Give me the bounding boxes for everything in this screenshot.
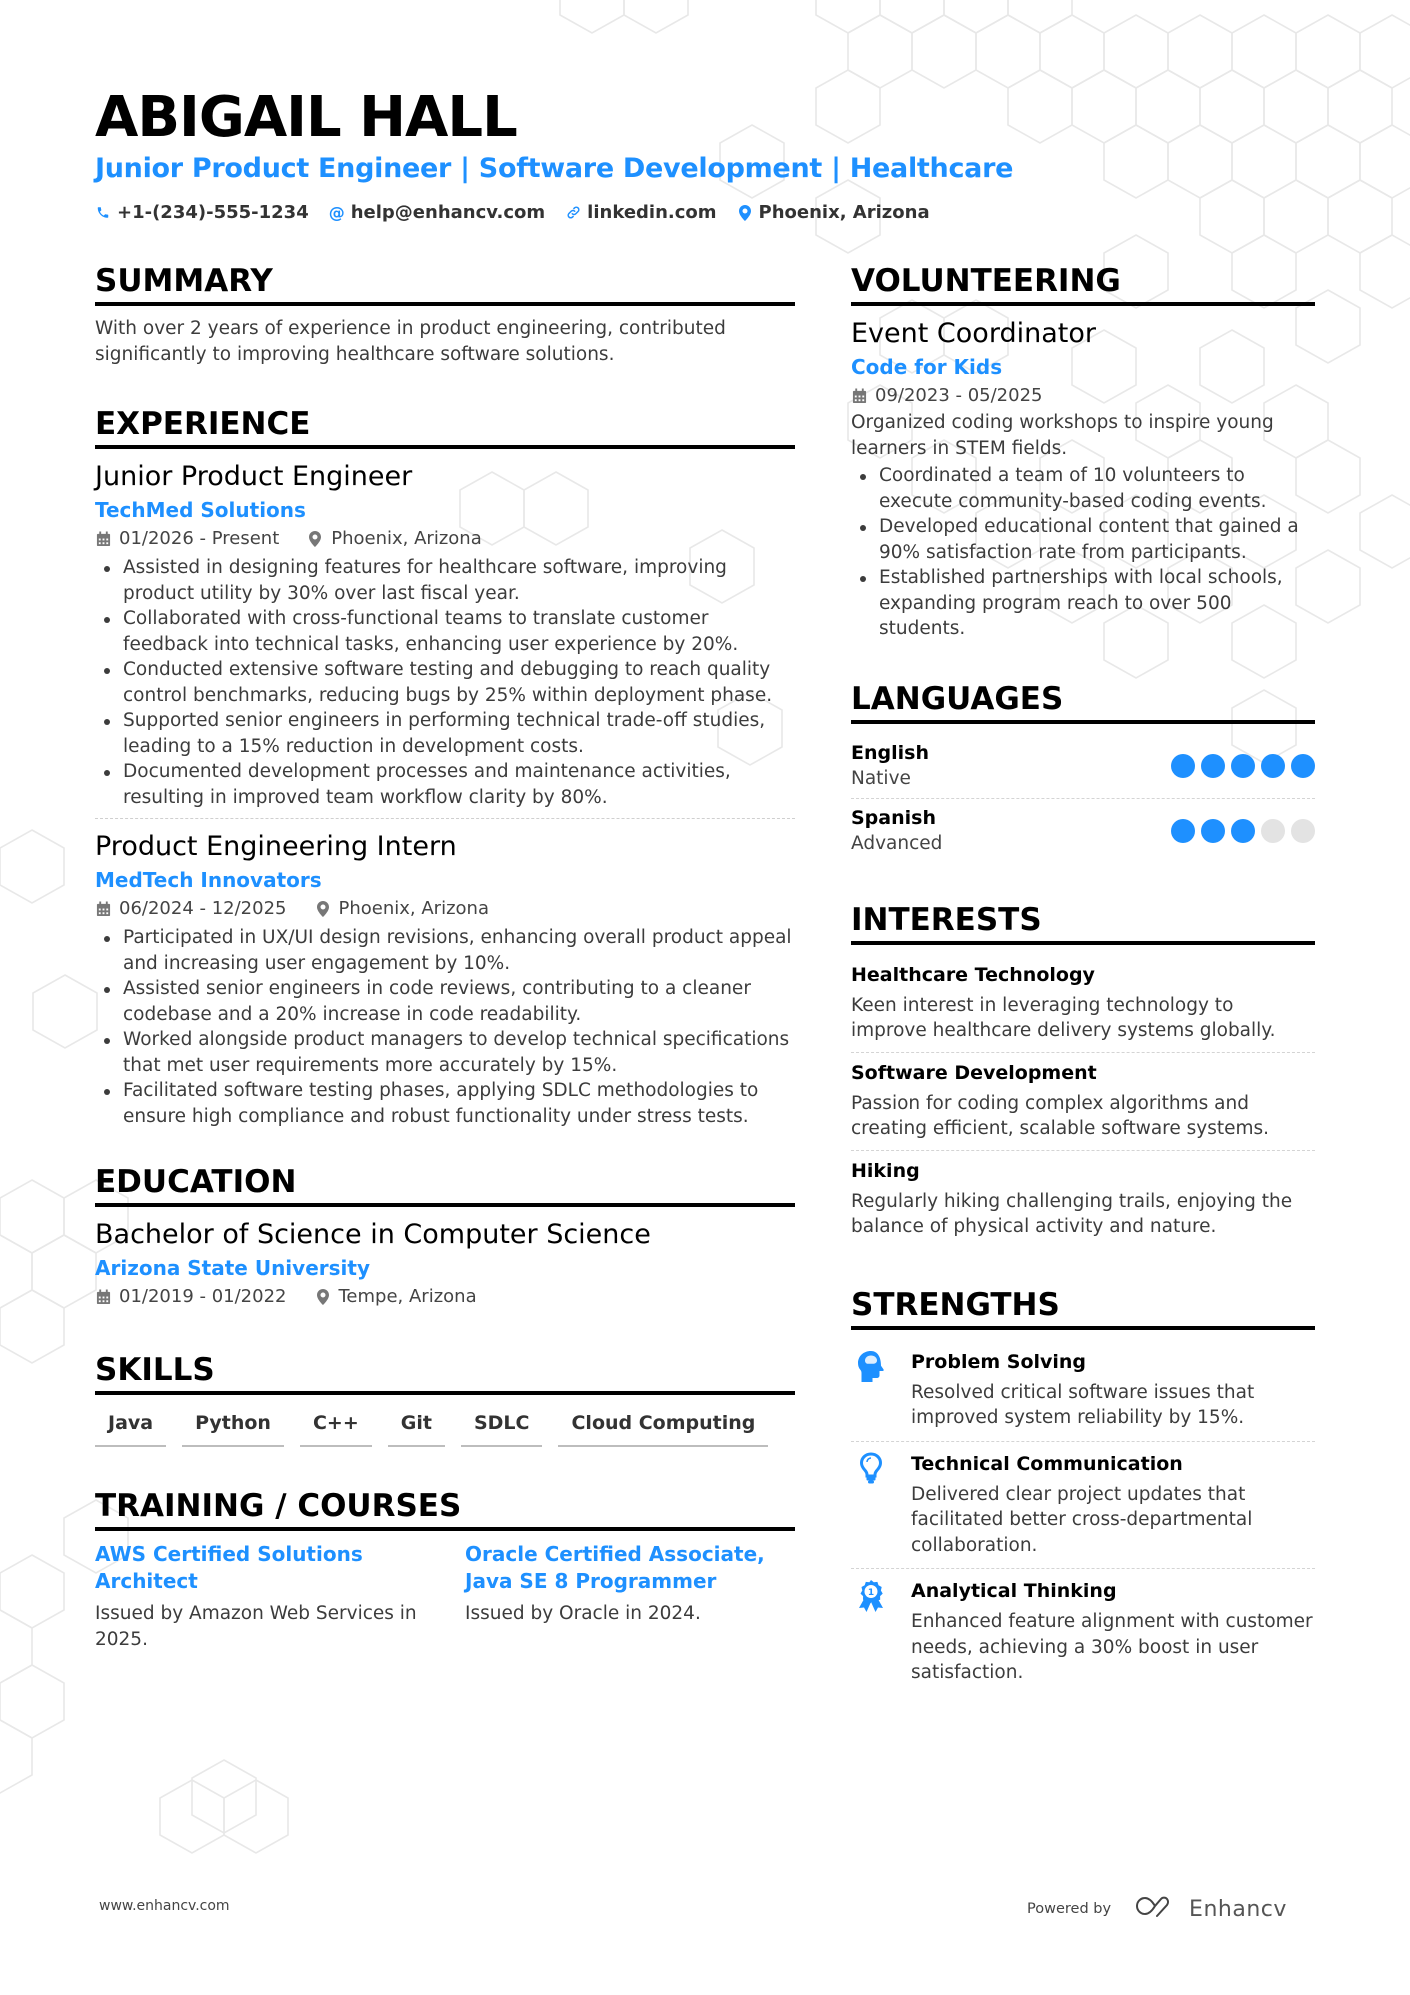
- interest-item: [851, 955, 1315, 1052]
- calendar-icon: [95, 530, 111, 548]
- skills-section: [95, 1351, 795, 1447]
- strength-item: [851, 1569, 1315, 1696]
- location-pin-icon: [307, 530, 323, 548]
- job-meta: [95, 895, 795, 923]
- enhancv-brand-text: Enhancv: [1189, 1896, 1287, 1922]
- bullet-item: Developed educational content that gained a 90% satisfaction rate from participants.: [851, 514, 1315, 565]
- experience-entry: [95, 829, 795, 1129]
- job-dates: [95, 895, 287, 923]
- volunteer-dates: [851, 382, 1043, 410]
- job-location: [307, 525, 481, 553]
- link-icon: [565, 204, 581, 222]
- calendar-icon: [95, 900, 111, 918]
- summary-title: SUMMARY: [95, 262, 795, 306]
- volunteering-section: [851, 262, 1315, 642]
- skill-chip: Java: [95, 1405, 166, 1447]
- skill-chip: C++: [300, 1405, 372, 1447]
- education-location-text: Tempe, Arizona: [338, 1286, 477, 1307]
- course-title: Oracle Certified Associate, Java SE 8 Programmer: [465, 1542, 765, 1593]
- bullet-item: Collaborated with cross-functional teams to translate customer feedback into technical tasks, enhancing user experience by 20%.: [95, 606, 795, 657]
- strength-desc: Delivered clear project updates that facilitated better cross-departmental collaboration.: [911, 1483, 1253, 1556]
- summary-section: [95, 262, 795, 367]
- bullet-item: Assisted in designing features for healthcare software, improving product utility by 30% over last fiscal year.: [95, 555, 795, 606]
- strength-title: Technical Communication: [911, 1452, 1183, 1475]
- interests-title: INTERESTS: [851, 901, 1315, 945]
- job-title: Junior Product Engineer: [95, 461, 413, 492]
- calendar-icon: [95, 1288, 111, 1306]
- interest-desc: Regularly hiking challenging trails, enjoying the balance of physical activity and nature.: [851, 1190, 1293, 1237]
- enhancv-brand[interactable]: [1133, 1894, 1287, 1924]
- enhancv-logo-icon: [1133, 1894, 1179, 1924]
- at-icon: @: [328, 203, 345, 222]
- contact-email[interactable]: [329, 202, 545, 223]
- contact-bar: [95, 202, 1295, 223]
- skill-chip: SDLC: [461, 1405, 543, 1447]
- rating-dot-filled: [1171, 754, 1195, 778]
- interest-title: Hiking: [851, 1159, 920, 1182]
- languages-title: LANGUAGES: [851, 680, 1315, 724]
- courses-list: [95, 1541, 795, 1652]
- job-title: Product Engineering Intern: [95, 831, 457, 862]
- job-dates-text: 06/2024 - 12/2025: [119, 898, 287, 919]
- skill-chip: Cloud Computing: [558, 1405, 768, 1447]
- rating-dot-filled: [1171, 819, 1195, 843]
- location-pin-icon: [737, 204, 753, 222]
- course-title: AWS Certified Solutions Architect: [95, 1542, 363, 1593]
- education-dates: [95, 1283, 287, 1311]
- interest-desc: Keen interest in leveraging technology to improve healthcare delivery systems globally.: [851, 994, 1276, 1041]
- contact-phone-text: +1-(234)-555-1234: [117, 202, 309, 223]
- job-location-text: Phoenix, Arizona: [331, 528, 482, 549]
- strength-desc: Enhanced feature alignment with customer needs, achieving a 30% boost in user satisfaction.: [911, 1611, 1313, 1683]
- entry-divider: [95, 818, 795, 819]
- contact-email-text: help@enhancv.com: [350, 202, 546, 223]
- rating-dot-filled: [1231, 754, 1255, 778]
- education-meta: [95, 1283, 795, 1311]
- degree-title: Bachelor of Science in Computer Science: [95, 1219, 651, 1250]
- volunteer-dates-text: 09/2023 - 05/2025: [875, 385, 1043, 406]
- contact-location: [737, 202, 930, 223]
- strengths-section: [851, 1286, 1315, 1696]
- job-bullets: [95, 555, 795, 810]
- strengths-title: STRENGTHS: [851, 1286, 1315, 1330]
- contact-linkedin-text: linkedin.com: [587, 202, 717, 223]
- contact-location-text: Phoenix, Arizona: [758, 202, 930, 223]
- bullet-item: Worked alongside product managers to develop technical specifications that met user requirements more accurately by 15%.: [95, 1027, 795, 1078]
- right-column: [851, 262, 1315, 1732]
- course-item: [95, 1541, 425, 1652]
- lightbulb-icon: [851, 1450, 891, 1559]
- bullet-item: Facilitated software testing phases, applying SDLC methodologies to ensure high compliance and robust functionality under stress tests.: [95, 1078, 795, 1129]
- volunteer-org: Code for Kids: [851, 355, 1003, 379]
- volunteer-meta: [851, 382, 1315, 410]
- language-rating: [1171, 819, 1315, 843]
- interest-title: Healthcare Technology: [851, 963, 1095, 986]
- interest-item: [851, 1053, 1315, 1150]
- rating-dot-filled: [1291, 754, 1315, 778]
- bullet-item: Coordinated a team of 10 volunteers to execute community-based coding events.: [851, 463, 1315, 514]
- education-location: [315, 1283, 477, 1311]
- svg-text:1: 1: [867, 1588, 875, 1598]
- strength-title: Problem Solving: [911, 1350, 1087, 1373]
- interests-section: [851, 901, 1315, 1248]
- job-location-text: Phoenix, Arizona: [338, 898, 489, 919]
- job-meta: [95, 525, 795, 553]
- course-desc: Issued by Amazon Web Services in 2025.: [95, 1603, 417, 1650]
- training-title: TRAINING / COURSES: [95, 1487, 795, 1531]
- resume-header: [95, 86, 1295, 223]
- strength-desc: Resolved critical software issues that improved system reliability by 15%.: [911, 1381, 1255, 1428]
- skill-chip: Git: [388, 1405, 445, 1447]
- company-name: MedTech Innovators: [95, 868, 322, 892]
- strength-title: Analytical Thinking: [911, 1580, 1117, 1602]
- language-rating: [1171, 754, 1315, 778]
- location-pin-icon: [315, 1288, 331, 1306]
- language-item: [851, 734, 1315, 798]
- footer-website[interactable]: www.enhancv.com: [99, 1898, 230, 1914]
- candidate-headline: Junior Product Engineer | Software Development | Healthcare: [95, 153, 1014, 184]
- interest-desc: Passion for coding complex algorithms and creating efficient, scalable software systems.: [851, 1092, 1270, 1139]
- bullet-item: Supported senior engineers in performing technical trade-off studies, leading to a 15% reduction in development costs.: [95, 708, 795, 759]
- training-section: [95, 1487, 795, 1652]
- candidate-name: ABIGAIL HALL: [95, 85, 517, 150]
- volunteer-description: Organized coding workshops to inspire young learners in STEM fields.: [851, 412, 1274, 459]
- skills-list: [95, 1405, 795, 1447]
- strength-item: [851, 1442, 1315, 1569]
- school-name: Arizona State University: [95, 1256, 370, 1280]
- summary-text: With over 2 years of experience in product engineering, contributed significantly to improving healthcare software solutions.: [95, 318, 726, 365]
- head-brain-icon: [851, 1348, 891, 1431]
- education-dates-text: 01/2019 - 01/2022: [119, 1286, 287, 1307]
- course-item: [465, 1541, 795, 1652]
- education-section: [95, 1163, 795, 1311]
- bullet-item: Established partnerships with local schools, expanding program reach to over 500 students.: [851, 565, 1315, 642]
- rating-dot-filled: [1201, 754, 1225, 778]
- powered-by-label: Powered by: [1027, 1901, 1112, 1917]
- volunteer-role: Event Coordinator: [851, 318, 1096, 349]
- location-pin-icon: [315, 900, 331, 918]
- skills-title: SKILLS: [95, 1351, 795, 1395]
- language-level: Advanced: [851, 832, 943, 854]
- footer-branding: [1027, 1894, 1287, 1924]
- course-desc: Issued by Oracle in 2024.: [465, 1603, 701, 1624]
- award-ribbon-icon: [851, 1577, 891, 1686]
- interest-title: Software Development: [851, 1061, 1097, 1084]
- language-level: Native: [851, 767, 911, 789]
- rating-dot-filled: [1261, 754, 1285, 778]
- bullet-item: Assisted senior engineers in code reviews, contributing to a cleaner codebase and a 20% increase in code readability.: [95, 976, 795, 1027]
- volunteer-entry: [851, 316, 1315, 642]
- volunteering-title: VOLUNTEERING: [851, 262, 1315, 306]
- left-column: [95, 262, 795, 1688]
- experience-entry: [95, 459, 795, 810]
- strength-item: [851, 1340, 1315, 1441]
- company-name: TechMed Solutions: [95, 498, 306, 522]
- education-title: EDUCATION: [95, 1163, 795, 1207]
- rating-dot-filled: [1231, 819, 1255, 843]
- education-entry: [95, 1217, 795, 1311]
- experience-section: [95, 405, 795, 1129]
- contact-linkedin[interactable]: [565, 202, 716, 223]
- language-item: [851, 799, 1315, 863]
- bullet-item: Participated in UX/UI design revisions, enhancing overall product appeal and increasing user engagement by 10%.: [95, 925, 795, 976]
- bullet-item: Conducted extensive software testing and debugging to reach quality control benchmarks, reducing bugs by 25% within deployment phase.: [95, 657, 795, 708]
- languages-section: [851, 680, 1315, 863]
- job-dates: [95, 525, 279, 553]
- skill-chip: Python: [182, 1405, 284, 1447]
- language-name: Spanish: [851, 806, 936, 829]
- contact-phone[interactable]: [95, 202, 309, 223]
- rating-dot-empty: [1261, 819, 1285, 843]
- bullet-item: Documented development processes and maintenance activities, resulting in improved team workflow clarity by 80%.: [95, 759, 795, 810]
- rating-dot-empty: [1291, 819, 1315, 843]
- job-bullets: [95, 925, 795, 1129]
- language-name: English: [851, 741, 929, 764]
- phone-icon: [95, 204, 111, 222]
- calendar-icon: [851, 387, 867, 405]
- rating-dot-filled: [1201, 819, 1225, 843]
- volunteer-bullets: [851, 463, 1315, 642]
- interest-item: [851, 1151, 1315, 1248]
- job-location: [315, 895, 489, 923]
- experience-title: EXPERIENCE: [95, 405, 795, 449]
- job-dates-text: 01/2026 - Present: [119, 528, 280, 549]
